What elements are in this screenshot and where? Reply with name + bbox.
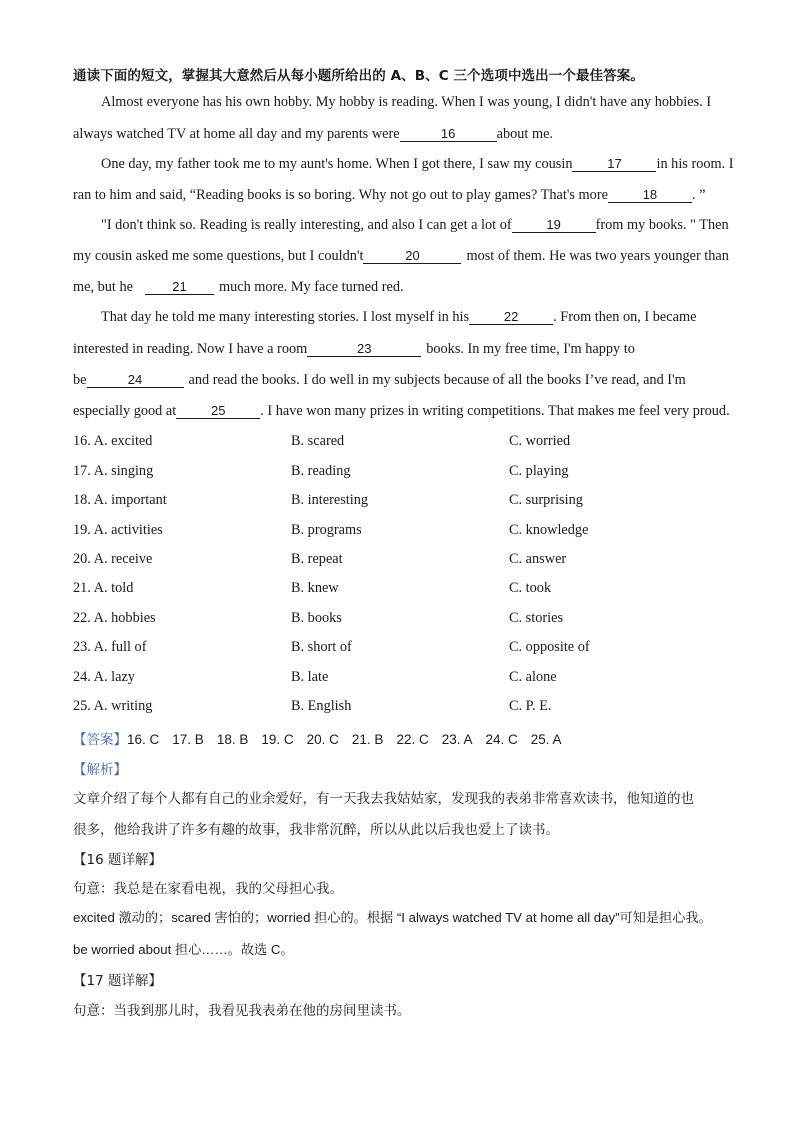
option-b: B. knew xyxy=(291,580,339,596)
passage-text: ran to him and said, “Reading books is so boring. Why not go out to play games? That's more xyxy=(73,187,608,203)
option-c: C. alone xyxy=(509,669,557,685)
option-a: 17. A. singing xyxy=(73,463,154,479)
passage-line xyxy=(101,156,734,173)
passage-text: . ” xyxy=(691,187,706,203)
q16-detail: be worried about 担心……。故选 C。 xyxy=(73,942,294,957)
passage-text: and read the books. I do well in my subjects because of all the books I’ve read, and I'm xyxy=(188,372,686,388)
option-a: 21. A. told xyxy=(73,580,134,596)
passage-text: One day, my father took me to my aunt's home. When I got there, I saw my cousin xyxy=(101,156,573,172)
blank-23: 23 xyxy=(307,341,421,357)
blank-17: 17 xyxy=(572,156,656,172)
q17-title: 【17 题详解】 xyxy=(73,973,162,989)
blank-24: 24 xyxy=(87,372,184,388)
passage-text: about me. xyxy=(496,126,553,142)
option-b: B. books xyxy=(291,610,342,626)
passage-text: . From then on, I became xyxy=(553,309,697,325)
option-b: B. English xyxy=(291,698,352,714)
answer-line xyxy=(73,728,575,748)
analysis-text: 很多，他给我讲了许多有趣的故事，我非常沉醉，所以从此以后我也爱上了读书。 xyxy=(73,822,559,838)
answer-item: 17. B xyxy=(172,732,204,747)
passage-text: always watched TV at home all day and my parents were xyxy=(73,126,400,142)
passage-line xyxy=(101,217,729,234)
passage-line xyxy=(73,187,705,204)
blank-19: 19 xyxy=(512,217,596,233)
option-b: B. repeat xyxy=(291,551,343,567)
passage-text: much more. My face turned red. xyxy=(218,279,404,295)
passage-text: "I don't think so. Reading is really interesting, and also I can get a lot of xyxy=(101,217,512,233)
option-c: C. P. E. xyxy=(509,698,552,714)
option-b: B. short of xyxy=(291,639,352,655)
passage-text: my cousin asked me some questions, but I couldn't xyxy=(73,248,364,264)
answer-item: 22. C xyxy=(396,732,429,747)
passage-line: Almost everyone has his own hobby. My hobby is reading. When I was young, I didn't have any hobbies. I xyxy=(101,94,712,110)
option-a: 25. A. writing xyxy=(73,698,153,714)
answer-item: 21. B xyxy=(351,732,384,747)
q17-meaning: 句意：当我到那儿时，我看见我表弟在他的房间里读书。 xyxy=(73,1003,411,1019)
passage-line xyxy=(73,279,404,296)
blank-18: 18 xyxy=(608,187,692,203)
q16-meaning: 句意：我总是在家看电视，我的父母担心我。 xyxy=(73,881,343,897)
option-b: B. scared xyxy=(291,433,345,449)
passage-line xyxy=(73,372,686,389)
blank-25: 25 xyxy=(176,403,260,419)
instruction-heading: 通读下面的短文，掌握其大意然后从每小题所给出的 A、B、C 三个选项中选出一个最佳答案。 xyxy=(73,68,644,84)
answer-item: 23. A xyxy=(441,732,473,747)
passage-text: . I have won many prizes in writing competitions. That makes me feel very proud. xyxy=(260,403,730,419)
option-a: 18. A. important xyxy=(73,492,167,508)
passage-line xyxy=(101,309,696,326)
option-a: 20. A. receive xyxy=(73,551,153,567)
option-a: 24. A. lazy xyxy=(73,669,135,685)
passage-text: That day he told me many interesting stories. I lost myself in his xyxy=(101,309,470,325)
option-c: C. surprising xyxy=(509,492,583,508)
blank-20: 20 xyxy=(363,248,461,264)
option-c: C. knowledge xyxy=(509,522,589,538)
option-b: B. late xyxy=(291,669,329,685)
q16-title: 【16 题详解】 xyxy=(73,852,162,868)
passage-text: interested in reading. Now I have a room xyxy=(73,341,308,357)
option-a: 16. A. excited xyxy=(73,433,153,449)
answer-item: 20. C xyxy=(306,732,339,747)
option-c: C. worried xyxy=(509,433,571,449)
passage-text: be xyxy=(73,372,87,388)
passage-line xyxy=(73,126,553,143)
option-c: C. opposite of xyxy=(509,639,590,655)
option-b: B. interesting xyxy=(291,492,369,508)
answer-item: 25. A xyxy=(530,732,562,747)
option-c: C. took xyxy=(509,580,552,596)
option-a: 19. A. activities xyxy=(73,522,163,538)
passage-text: me, but he xyxy=(73,279,133,295)
option-a: 22. A. hobbies xyxy=(73,610,156,626)
option-c: C. answer xyxy=(509,551,567,567)
blank-22: 22 xyxy=(469,309,553,325)
passage-line xyxy=(73,403,730,420)
blank-16: 16 xyxy=(400,126,497,142)
option-b: B. programs xyxy=(291,522,362,538)
option-c: C. stories xyxy=(509,610,564,626)
passage-text: from my books. " Then xyxy=(595,217,729,233)
answer-item: 18. B xyxy=(216,732,249,747)
passage-text: books. In my free time, I'm happy to xyxy=(426,341,635,357)
blank-21: 21 xyxy=(145,279,214,295)
passage-text: especially good at xyxy=(73,403,177,419)
passage-text: most of them. He was two years younger than xyxy=(466,248,729,264)
answer-item: 24. C xyxy=(485,732,518,747)
analysis-text: 文章介绍了每个人都有自己的业余爱好，有一天我去我姑姑家，发现我的表弟非常喜欢读书，他知道的也 xyxy=(73,791,694,807)
answer-item: 16. C xyxy=(127,732,160,747)
analysis-label: 【解析】 xyxy=(73,762,127,778)
passage-line xyxy=(73,248,729,265)
option-c: C. playing xyxy=(509,463,569,479)
passage-text: in his room. I xyxy=(656,156,734,172)
option-a: 23. A. full of xyxy=(73,639,147,655)
option-b: B. reading xyxy=(291,463,351,479)
passage-line xyxy=(73,341,635,358)
answer-label: 【答案】 xyxy=(73,732,127,748)
q16-detail: excited 激动的；scared 害怕的；worried 担心的。根据 “I always watched TV at home all day”可知是担心我。 xyxy=(73,910,712,925)
answer-item: 19. C xyxy=(261,732,294,747)
